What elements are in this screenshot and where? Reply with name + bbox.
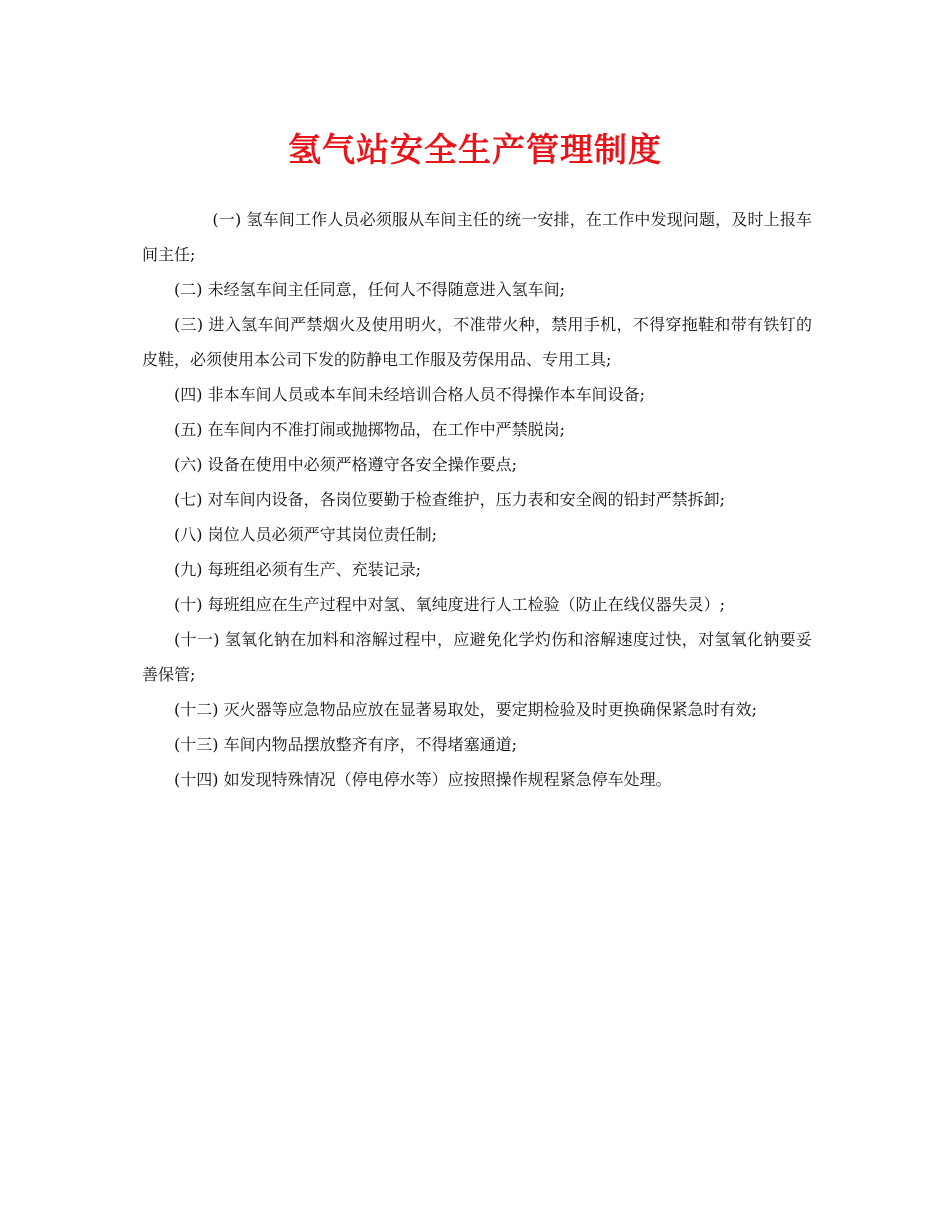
paragraph-1: (一) 氢车间工作人员必须服从车间主任的统一安排，在工作中发现问题，及时上报车间主任;: [142, 210, 812, 264]
paragraph-4: (四) 非本车间人员或本车间未经培训合格人员不得操作本车间设备;: [174, 385, 645, 404]
paragraph-11: (十一) 氢氧化钠在加料和溶解过程中，应避免化学灼伤和溶解速度过快，对氢氧化钠要妥善保管;: [142, 630, 812, 684]
paragraph-7: (七) 对车间内设备，各岗位要勤于检查维护，压力表和安全阀的铅封严禁拆卸;: [174, 490, 725, 509]
paragraph-10: (十) 每班组应在生产过程中对氢、氧纯度进行人工检验（防止在线仪器失灵）;: [174, 595, 725, 614]
document-body: [142, 202, 812, 797]
paragraph-13: (十三) 车间内物品摆放整齐有序，不得堵塞通道;: [174, 735, 517, 754]
paragraph-6: (六) 设备在使用中必须严格遵守各安全操作要点;: [174, 455, 517, 474]
paragraph-2: (二) 未经氢车间主任同意，任何人不得随意进入氢车间;: [174, 280, 565, 299]
paragraph-12: (十二) 灭火器等应急物品应放在显著易取处，要定期检验及时更换确保紧急时有效;: [174, 700, 757, 719]
paragraph-14: (十四) 如发现特殊情况（停电停水等）应按照操作规程紧急停车处理。: [174, 770, 672, 789]
paragraph-5: (五) 在车间内不准打闹或抛掷物品，在工作中严禁脱岗;: [174, 420, 565, 439]
paragraph-8: (八) 岗位人员必须严守其岗位责任制;: [174, 525, 437, 544]
paragraph-3: (三) 进入氢车间严禁烟火及使用明火，不准带火种，禁用手机，不得穿拖鞋和带有铁钉的皮鞋，必须使用本公司下发的防静电工作服及劳保用品、专用工具;: [142, 315, 812, 369]
document-title: 氢气站安全生产管理制度: [288, 130, 662, 169]
paragraph-9: (九) 每班组必须有生产、充装记录;: [174, 560, 421, 579]
